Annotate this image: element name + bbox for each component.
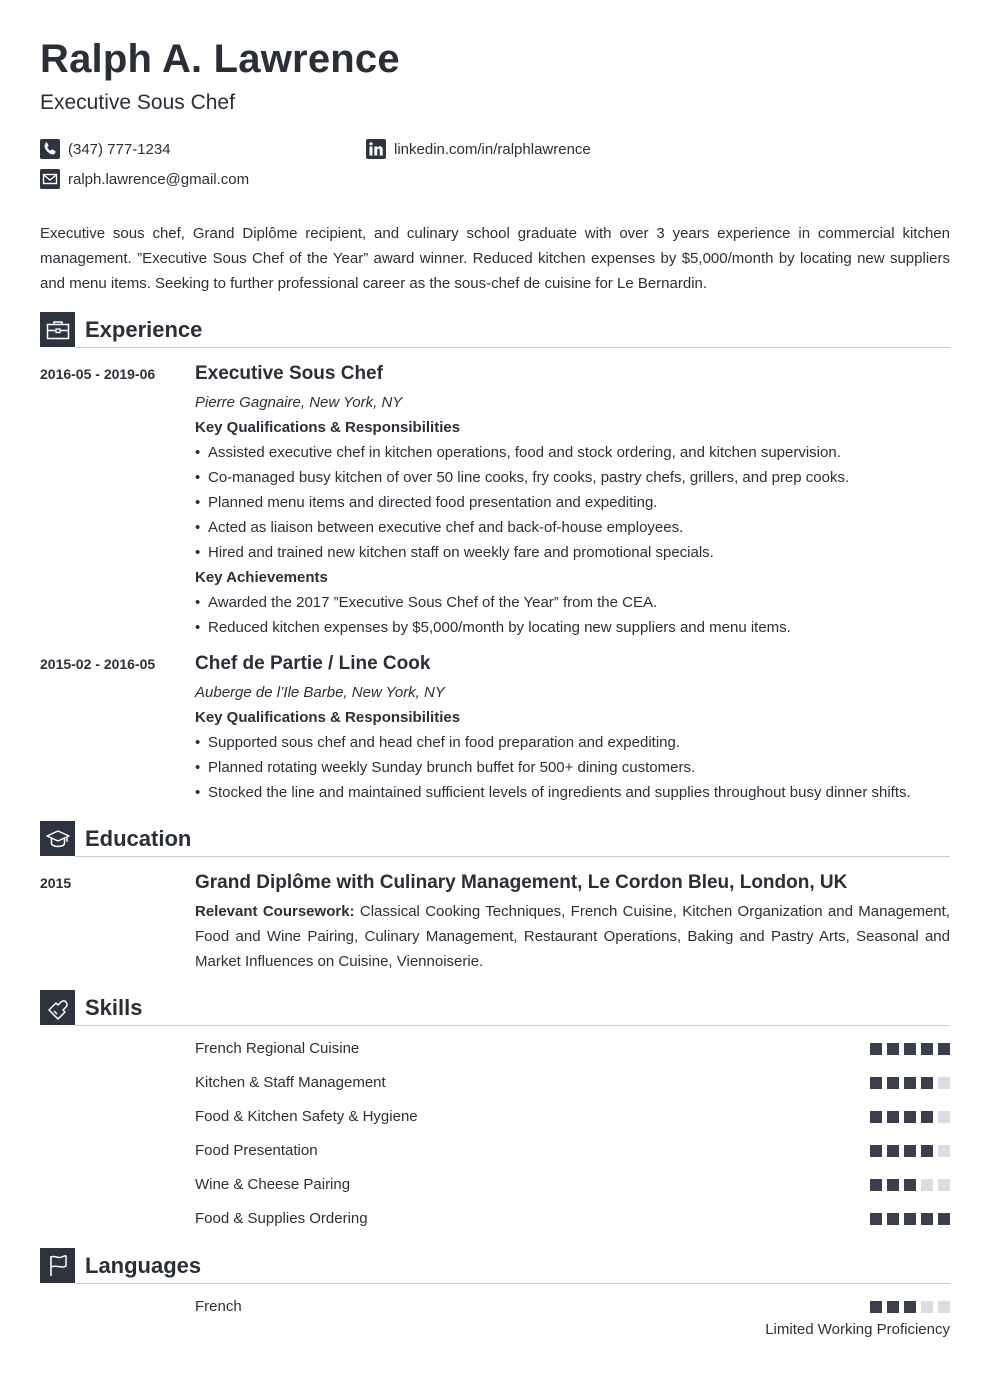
skill-rating: [870, 1077, 950, 1089]
graduation-cap-icon: [40, 821, 75, 856]
job-achievements-heading: Key Achievements: [195, 569, 328, 586]
job-title: Chef de Partie / Line Cook: [195, 653, 431, 674]
education-year: 2015: [40, 875, 72, 891]
language-name: French: [195, 1298, 242, 1315]
rating-dot-filled: [921, 1111, 933, 1123]
rating-dot-filled: [904, 1077, 916, 1089]
coursework-text: Classical Cooking Techniques, French Cuisine, Kitchen Organization and Management, Food and Wine Pairing, Culinary Management, Restaurant Operations, Baking and Pastry Arts, Seasonal and Market Influences on Cuisine, Viennoiserie.: [195, 903, 950, 970]
rating-dot-filled: [887, 1043, 899, 1055]
language-row: [195, 1298, 950, 1318]
skill-row: [195, 1142, 950, 1162]
linkedin-text[interactable]: linkedin.com/in/ralphlawrence: [394, 140, 591, 158]
rating-dot-empty: [938, 1111, 950, 1123]
job-achievements-list: [195, 590, 955, 640]
skill-rating: [870, 1145, 950, 1157]
rating-dot-filled: [921, 1213, 933, 1225]
job-qualifications-list: [195, 730, 955, 805]
rating-dot-filled: [870, 1111, 882, 1123]
section-divider: [75, 347, 950, 348]
skill-rating: [870, 1179, 950, 1191]
phone-icon: [40, 139, 60, 159]
skill-name: Food & Kitchen Safety & Hygiene: [195, 1108, 418, 1125]
list-item: • Acted as liaison between executive chef and back-of-house employees.: [195, 515, 955, 540]
list-item: • Reduced kitchen expenses by $5,000/month by locating new suppliers and menu items.: [195, 615, 955, 640]
skill-name: Food & Supplies Ordering: [195, 1210, 368, 1227]
rating-dot-filled: [887, 1301, 899, 1313]
rating-dot-empty: [921, 1301, 933, 1313]
rating-dot-filled: [921, 1145, 933, 1157]
skill-row: [195, 1210, 950, 1230]
skill-row: [195, 1176, 950, 1196]
rating-dot-filled: [904, 1301, 916, 1313]
linkedin-icon: [366, 139, 386, 159]
rating-dot-filled: [870, 1077, 882, 1089]
section-divider: [75, 1283, 950, 1284]
list-item: • Hired and trained new kitchen staff on weekly fare and promotional specials.: [195, 540, 955, 565]
rating-dot-empty: [938, 1179, 950, 1191]
rating-dot-filled: [870, 1043, 882, 1055]
skill-name: Food Presentation: [195, 1142, 318, 1159]
language-proficiency: Limited Working Proficiency: [765, 1321, 950, 1338]
rating-dot-filled: [887, 1145, 899, 1157]
candidate-name: Ralph A. Lawrence: [40, 37, 400, 81]
candidate-title: Executive Sous Chef: [40, 91, 235, 114]
rating-dot-filled: [870, 1145, 882, 1157]
skill-rating: [870, 1213, 950, 1225]
job-dates: 2016-05 - 2019-06: [40, 366, 156, 382]
rating-dot-empty: [938, 1301, 950, 1313]
rating-dot-filled: [904, 1145, 916, 1157]
skill-name: Kitchen & Staff Management: [195, 1074, 386, 1091]
languages-heading: Languages: [85, 1253, 202, 1278]
skill-name: Wine & Cheese Pairing: [195, 1176, 351, 1193]
education-degree: Grand Diplôme with Culinary Management, Le Cordon Bleu, London, UK: [195, 872, 848, 893]
job-company: Auberge de l’Ile Barbe, New York, NY: [195, 684, 445, 701]
skill-row: [195, 1074, 950, 1094]
briefcase-icon: [40, 312, 75, 347]
rating-dot-filled: [921, 1043, 933, 1055]
rating-dot-filled: [870, 1213, 882, 1225]
job-company: Pierre Gagnaire, New York, NY: [195, 394, 403, 411]
rating-dot-filled: [904, 1111, 916, 1123]
profile-summary: Executive sous chef, Grand Diplôme recipient, and culinary school graduate with over 3 years experience in commercial kitchen management. ”Executive Sous Chef of the Year” award winner. Reduced kitchen expenses by $5,000/month by locating new suppliers and menu items. Seeking to further professional career as the sous-chef de cuisine for Le Bernardin.: [40, 225, 950, 292]
job-qualifications-heading: Key Qualifications & Responsibilities: [195, 709, 461, 726]
coursework-label: Relevant Coursework:: [195, 903, 355, 920]
job-qualifications-heading: Key Qualifications & Responsibilities: [195, 419, 461, 436]
rating-dot-filled: [870, 1301, 882, 1313]
list-item: • Planned rotating weekly Sunday brunch buffet for 500+ dining customers.: [195, 755, 955, 780]
email-text[interactable]: ralph.lawrence@gmail.com: [68, 170, 250, 188]
contact-linkedin[interactable]: [366, 139, 591, 159]
rating-dot-empty: [921, 1179, 933, 1191]
skill-row: [195, 1040, 950, 1060]
rating-dot-filled: [904, 1213, 916, 1225]
flag-icon: [40, 1248, 75, 1283]
job-title: Executive Sous Chef: [195, 363, 383, 384]
list-item: • Assisted executive chef in kitchen operations, food and stock ordering, and kitchen supervision.: [195, 440, 955, 465]
job-dates: 2015-02 - 2016-05: [40, 656, 156, 672]
experience-heading: Experience: [85, 317, 203, 342]
phone-text: (347) 777-1234: [68, 140, 171, 158]
skill-rating: [870, 1043, 950, 1055]
language-rating: [870, 1301, 950, 1313]
tools-icon: [40, 990, 75, 1025]
rating-dot-filled: [938, 1213, 950, 1225]
skill-row: [195, 1108, 950, 1128]
list-item: • Supported sous chef and head chef in food preparation and expediting.: [195, 730, 955, 755]
rating-dot-filled: [887, 1077, 899, 1089]
rating-dot-filled: [887, 1111, 899, 1123]
mail-icon: [40, 169, 60, 189]
list-item: • Co-managed busy kitchen of over 50 line cooks, fry cooks, pastry chefs, grillers, and prep cooks.: [195, 465, 955, 490]
list-item: • Planned menu items and directed food presentation and expediting.: [195, 490, 955, 515]
languages-section-header: [40, 1248, 950, 1284]
rating-dot-empty: [938, 1145, 950, 1157]
rating-dot-filled: [938, 1043, 950, 1055]
skills-section-header: [40, 990, 950, 1026]
experience-section-header: [40, 312, 950, 348]
education-heading: Education: [85, 826, 192, 851]
section-divider: [75, 856, 950, 857]
rating-dot-filled: [870, 1179, 882, 1191]
skill-name: French Regional Cuisine: [195, 1040, 360, 1057]
skill-rating: [870, 1111, 950, 1123]
contact-phone: [40, 139, 171, 159]
rating-dot-filled: [887, 1213, 899, 1225]
contact-email[interactable]: [40, 169, 249, 189]
skills-heading: Skills: [85, 995, 143, 1020]
rating-dot-filled: [904, 1043, 916, 1055]
rating-dot-filled: [904, 1179, 916, 1191]
job-qualifications-list: [195, 440, 955, 565]
rating-dot-filled: [887, 1179, 899, 1191]
education-coursework: [195, 899, 950, 974]
list-item: • Awarded the 2017 ”Executive Sous Chef of the Year” from the CEA.: [195, 590, 955, 615]
rating-dot-filled: [921, 1077, 933, 1089]
rating-dot-empty: [938, 1077, 950, 1089]
list-item: • Stocked the line and maintained sufficient levels of ingredients and supplies throughout busy dinner shifts.: [195, 780, 955, 805]
education-section-header: [40, 821, 950, 857]
section-divider: [75, 1025, 950, 1026]
